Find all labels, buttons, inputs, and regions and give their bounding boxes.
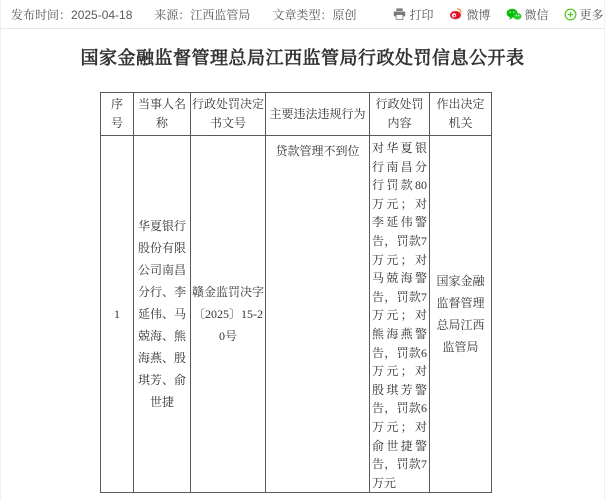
print-button[interactable]	[393, 6, 433, 23]
printer-icon	[393, 8, 409, 20]
header-decision-authority: 作出决定机关	[430, 93, 492, 136]
wechat-share-button[interactable]	[506, 6, 549, 23]
cell-party-name: 华夏银行股份有限公司南昌分行、李延伟、马兢海、熊海燕、殷琪芳、俞世捷	[134, 136, 191, 493]
source	[154, 6, 250, 23]
publish-time-value: 2025-04-18	[71, 7, 133, 22]
wechat-label: 微信	[524, 7, 549, 22]
meta-info	[11, 6, 378, 23]
print-label: 打印	[409, 7, 434, 22]
source-label: 来源：	[154, 7, 191, 22]
publish-time	[11, 6, 132, 23]
header-main-violation: 主要违法违规行为	[266, 93, 370, 136]
more-share-button[interactable]	[564, 6, 604, 23]
cell-decision-authority: 国家金融监督管理总局江西监管局	[430, 136, 492, 493]
article-type-label: 文章类型：	[272, 7, 333, 22]
header-decision-doc-number: 行政处罚决定书文号	[191, 93, 266, 136]
cell-penalty-content: 对华夏银行南昌分行罚款80万元；对李延伟警告，罚款7万元；对马兢海警告，罚款7万元；对熊海燕警告，罚款6万元；对殷琪芳警告，罚款6万元；对俞世捷警告，罚款7万元	[370, 136, 430, 493]
cell-serial-number: 1	[101, 136, 134, 493]
table-header-row	[101, 93, 492, 136]
article-type-value: 原创	[332, 7, 357, 22]
article-type	[272, 6, 356, 23]
cell-decision-doc-number: 赣金监罚决字〔2025〕15-20号	[191, 136, 266, 493]
header-penalty-content: 行政处罚内容	[370, 93, 430, 136]
source-value: 江西监管局	[190, 7, 251, 22]
plus-circle-icon	[564, 8, 580, 21]
cell-main-violation: 贷款管理不到位	[266, 136, 370, 493]
page-title: 国家金融监督管理总局江西监管局行政处罚信息公开表	[80, 48, 525, 68]
wechat-icon	[506, 8, 525, 21]
header-serial-number: 序号	[101, 93, 134, 136]
share-toolbar	[378, 6, 603, 23]
weibo-share-button[interactable]	[448, 6, 490, 23]
weibo-label: 微博	[466, 7, 491, 22]
publish-time-label: 发布时间：	[11, 7, 72, 22]
penalty-table	[100, 92, 492, 493]
meta-bar	[1, 0, 604, 29]
header-party-name: 当事人名称	[134, 93, 191, 136]
table-row	[101, 136, 492, 493]
weibo-icon	[448, 7, 466, 21]
more-label: 更多	[579, 7, 604, 22]
